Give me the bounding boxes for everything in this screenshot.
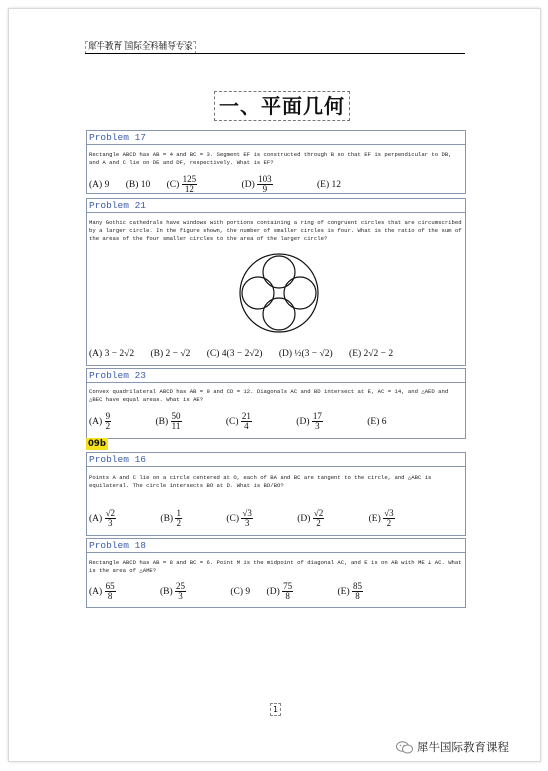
problem-title: Problem 21	[89, 200, 147, 211]
choice: (E) $\frac{√3}{2}$	[368, 508, 394, 528]
choice: (D) ½(3 − √2)	[278, 349, 333, 359]
choice: (A) 9	[89, 179, 110, 190]
choice: (C) 4(3 − 2√2)	[206, 349, 263, 359]
highlight-tag: 09b	[88, 439, 106, 449]
choice: (C) $\frac{21}{4}$	[225, 411, 251, 431]
choice: (B) $\frac{25}{3}$	[159, 581, 185, 601]
header-rule	[85, 53, 465, 54]
page-number: 1	[270, 703, 281, 716]
choice: (D) $\frac{75}{8}$	[266, 581, 293, 601]
choice: (E) $\frac{85}{8}$	[337, 581, 363, 601]
choice: (A) $\frac{9}{2}$	[89, 411, 111, 431]
choice: (A) $\frac{65}{8}$	[89, 581, 115, 601]
choice: (D) $\frac{√2}{2}$	[297, 508, 324, 528]
answer-choices	[89, 582, 463, 601]
problem-text: Rectangle ABCD has AB = 4 and BC = 3. Segment EF is constructed through B so that EF is perpendicular to DB, and A and C lie on DE and DF, respectively. What is EF?	[89, 151, 452, 166]
choice: (C) 9	[230, 586, 251, 597]
section-title: 一、平面几何	[214, 91, 350, 121]
problem-title: Problem 16	[89, 454, 147, 465]
answer-choices	[89, 349, 463, 359]
choice: (E) 6	[367, 416, 387, 427]
choice: (A) $\frac{√2}{3}$	[89, 508, 116, 528]
problem-box	[86, 198, 466, 366]
problem-title: Problem 17	[89, 132, 147, 143]
choice: (E) 12	[317, 179, 342, 190]
problem-title: Problem 18	[89, 540, 147, 551]
problem-box	[86, 452, 466, 536]
choice: (A) 3 − 2√2	[89, 349, 135, 359]
answer-choices	[89, 509, 463, 528]
watermark-text: 犀牛国际教育课程	[417, 740, 509, 754]
answer-choices	[89, 412, 463, 431]
choice: (B) 2 − √2	[150, 349, 191, 359]
problem-text: Points A and C lie on a circle centered at O, each of BA and BC are tangent to the circle, and △ABC is equilateral. The circle intersects BO at D. What is BD/BO?	[89, 474, 432, 489]
cathedral-window-figure	[237, 251, 321, 335]
page-header: 犀牛教育 国际全科辅导专家	[85, 41, 196, 54]
choice: (B) 10	[125, 179, 151, 190]
problem-box	[86, 130, 466, 194]
choice: (E) 2√2 − 2	[349, 349, 394, 359]
choice: (D) $\frac{17}{3}$	[296, 411, 322, 431]
choice: (B) $\frac{1}{2}$	[160, 508, 181, 528]
problem-text: Many Gothic cathedrals have windows with portions containing a ring of congruent circles that are circumscribed by a larger circle. In the figure shown, the number of smaller circles is four. What is the ratio of the sum of the areas of the four smaller circles to the area of the larger circle?	[89, 219, 462, 242]
choice: (C) $\frac{√3}{3}$	[226, 508, 252, 528]
problem-text: Rectangle ABCD has AB = 8 and BC = 6. Point M is the midpoint of diagonal AC, and E is on AB with ME ⊥ AC. What is the area of △AME?	[89, 559, 462, 574]
problem-box	[86, 538, 466, 608]
wechat-icon	[396, 741, 413, 754]
answer-choices	[89, 175, 463, 194]
choice: (B) $\frac{50}{11}$	[155, 411, 181, 431]
problem-text: Convex quadrilateral ABCD has AB = 9 and CD = 12. Diagonals AC and BD intersect at E, AC = 14, and △AED and △BEC have equal areas. What is AE?	[89, 388, 449, 403]
watermark	[396, 739, 509, 755]
problem-box	[86, 368, 466, 439]
problem-title: Problem 23	[89, 370, 147, 381]
choice: (C) $\frac{125}{12}$	[166, 174, 197, 194]
choice: (D) $\frac{103}{9}$	[241, 174, 272, 194]
